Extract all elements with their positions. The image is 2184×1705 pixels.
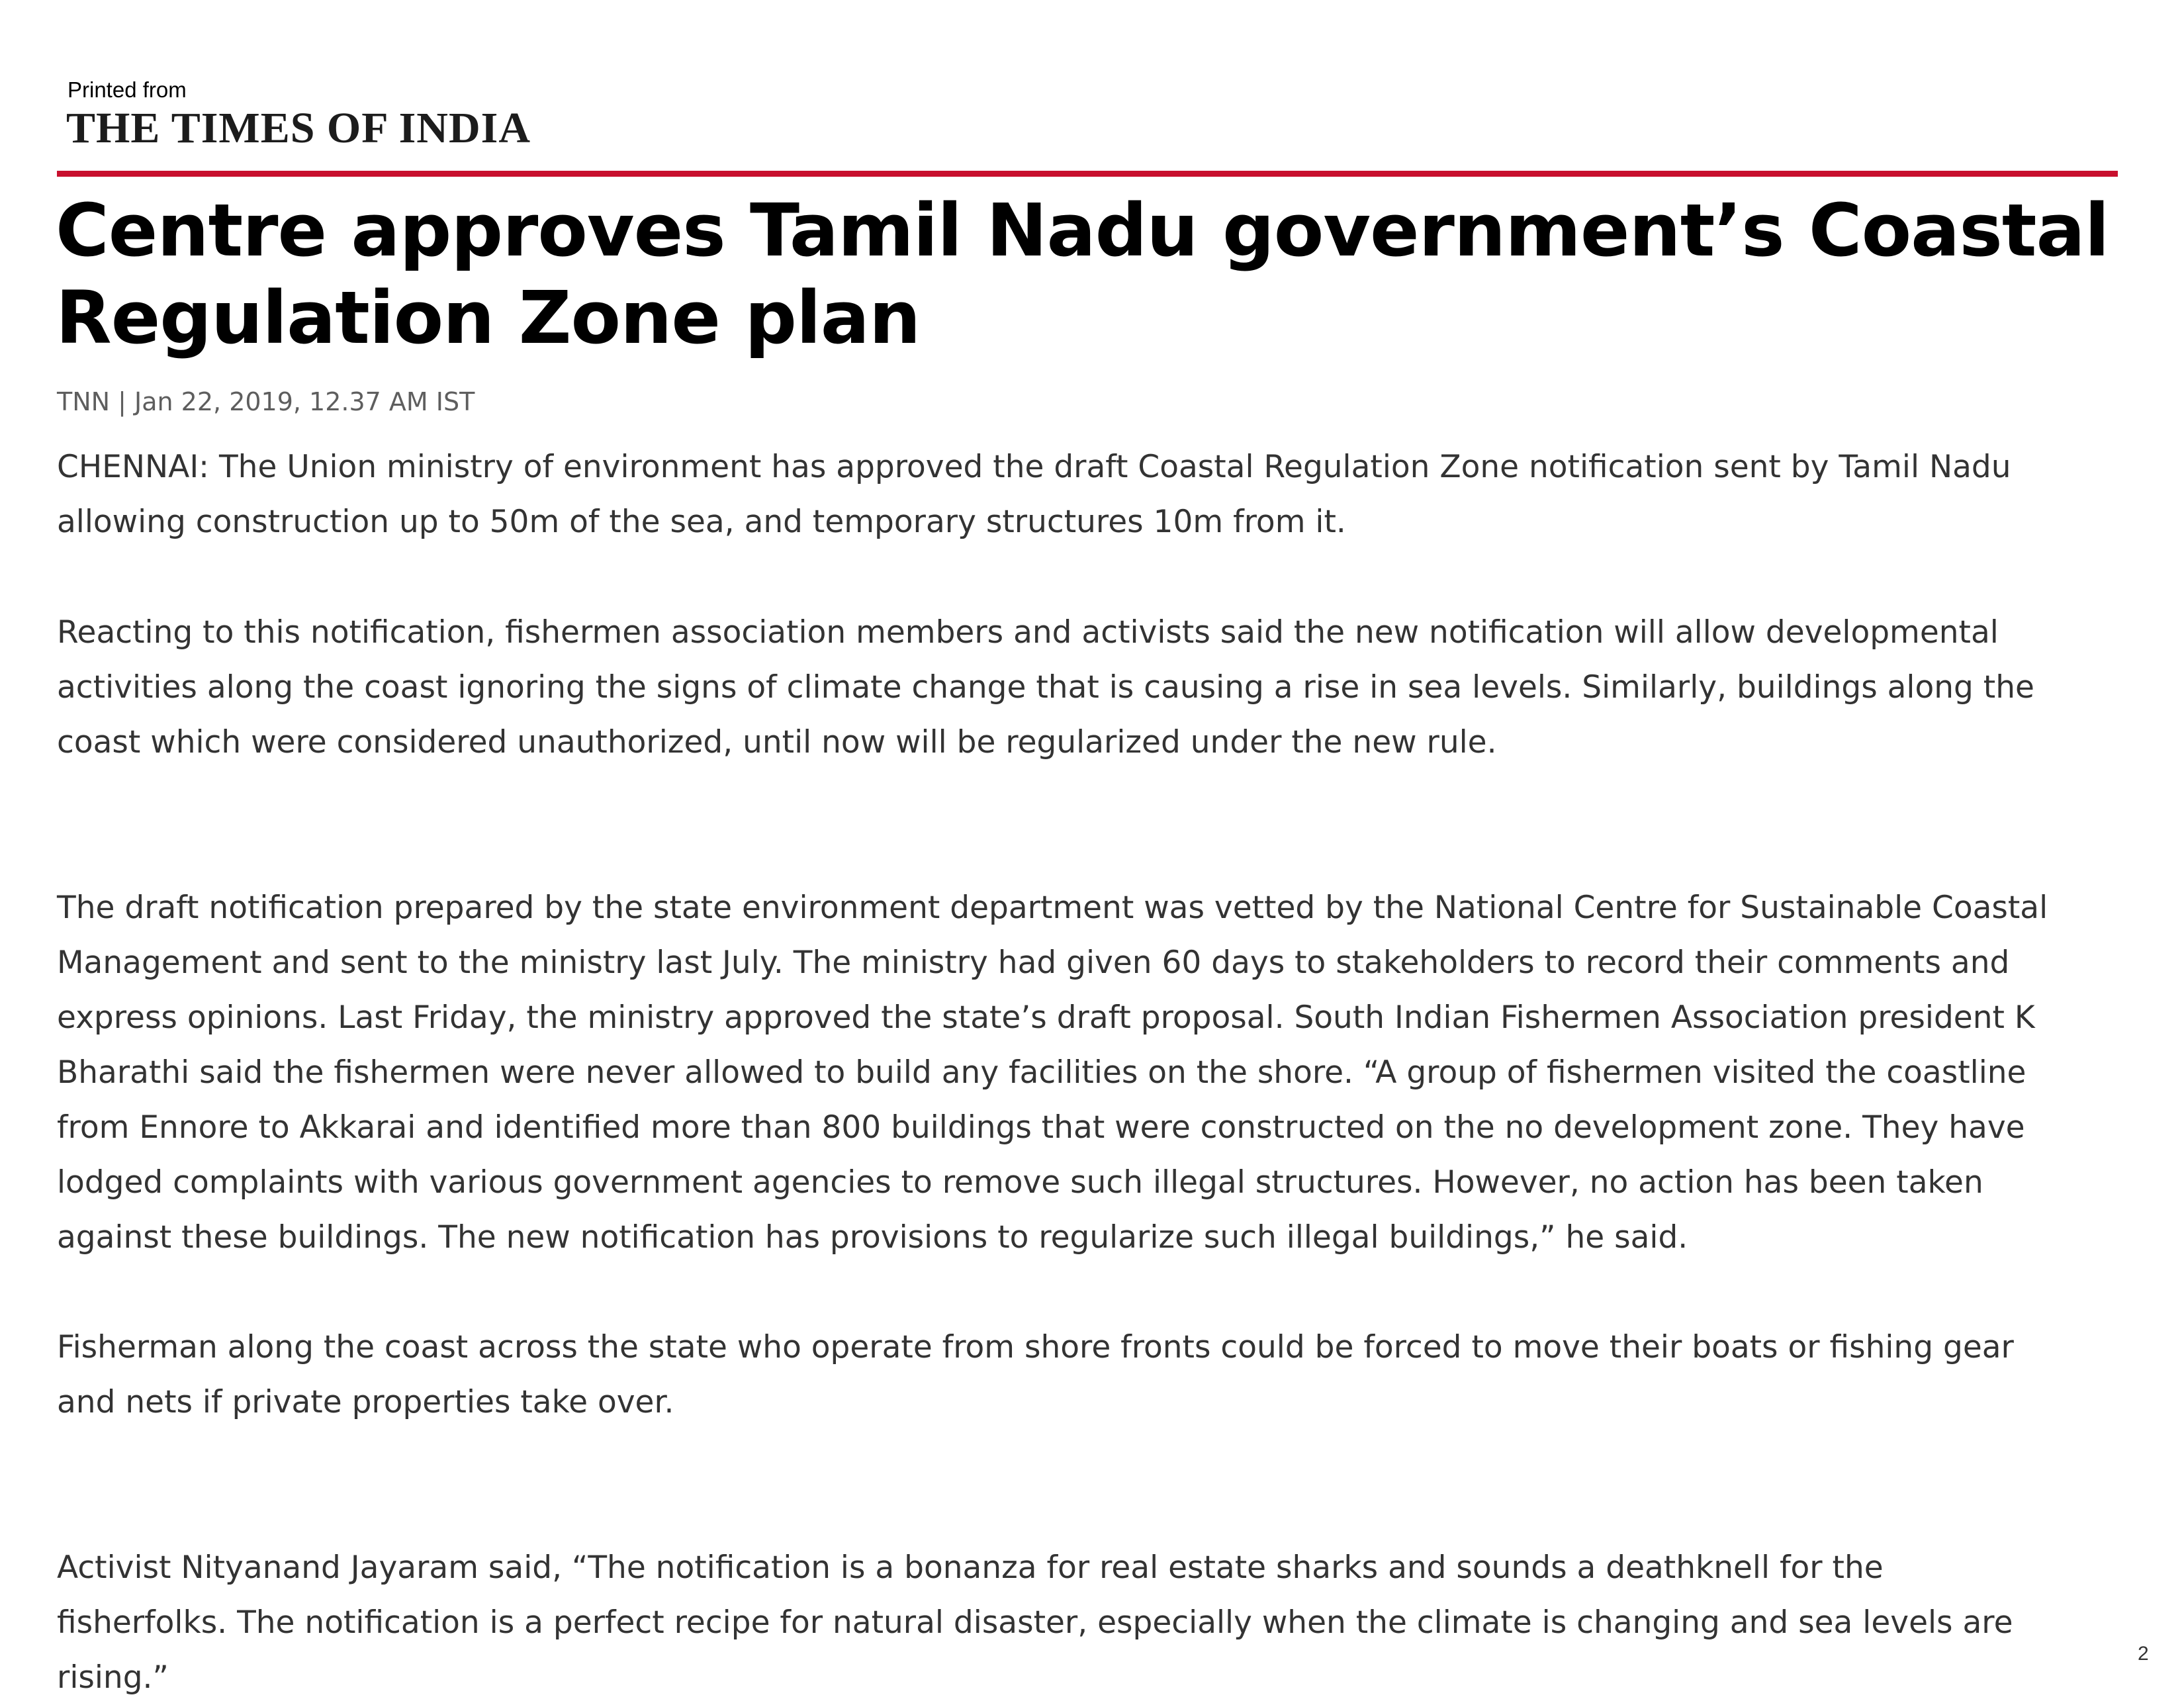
article-paragraph: Reacting to this notification, fishermen association members and activists said the new notification will allow developmental activities along the coast ignoring the signs of climate change that is causing a rise in sea levels. Similarly, buildings along the coast which were considered unauthorized, until now will be regularized under the new rule. (57, 614, 2034, 760)
article-headline: Centre approves Tamil Nadu government’s Coastal Regulation Zone plan (56, 188, 2109, 360)
page-number: 2 (2138, 1643, 2149, 1665)
article-paragraph: Activist Nityanand Jayaram said, “The notification is a bonanza for real estate sharks and sounds a deathknell for the fisherfolks. The notification is a perfect recipe for natural disaster, especially when the climate is changing and sea levels are rising.” (57, 1549, 2013, 1696)
article-paragraph: CHENNAI: The Union ministry of environment has approved the draft Coastal Regulation Zone notification sent by Tamil Nadu allowing construction up to 50m of the sea, and temporary structures 10m from it. (57, 449, 2011, 540)
article-paragraph: Fisherman along the coast across the state who operate from shore fronts could be forced to move their boats or fishing gear and nets if private properties take over. (57, 1329, 2014, 1420)
article-byline: TNN | Jan 22, 2019, 12.37 AM IST (57, 387, 475, 416)
masthead-logo: THE TIMES OF INDIA (66, 104, 531, 152)
article-paragraph: The draft notification prepared by the state environment department was vetted by the National Centre for Sustainable Coastal Management and sent to the ministry last July. The ministry had given 60 days to stakeholders to record their comments and express opinions. Last Friday, the ministry approved the state’s draft proposal. South Indian Fishermen Association president K Bharathi said the fishermen were never allowed to build any facilities on the shore. “A group of fishermen visited the coastline from Ennore to Akkarai and identified more than 800 buildings that were constructed on the no development zone. They have lodged complaints with various government agencies to remove such illegal structures. However, no action has been taken against these buildings. The new notification has provisions to regularize such illegal buildings,” he said. (57, 890, 2048, 1256)
printed-from-label: Printed from (68, 77, 187, 102)
header-divider (57, 171, 2118, 177)
